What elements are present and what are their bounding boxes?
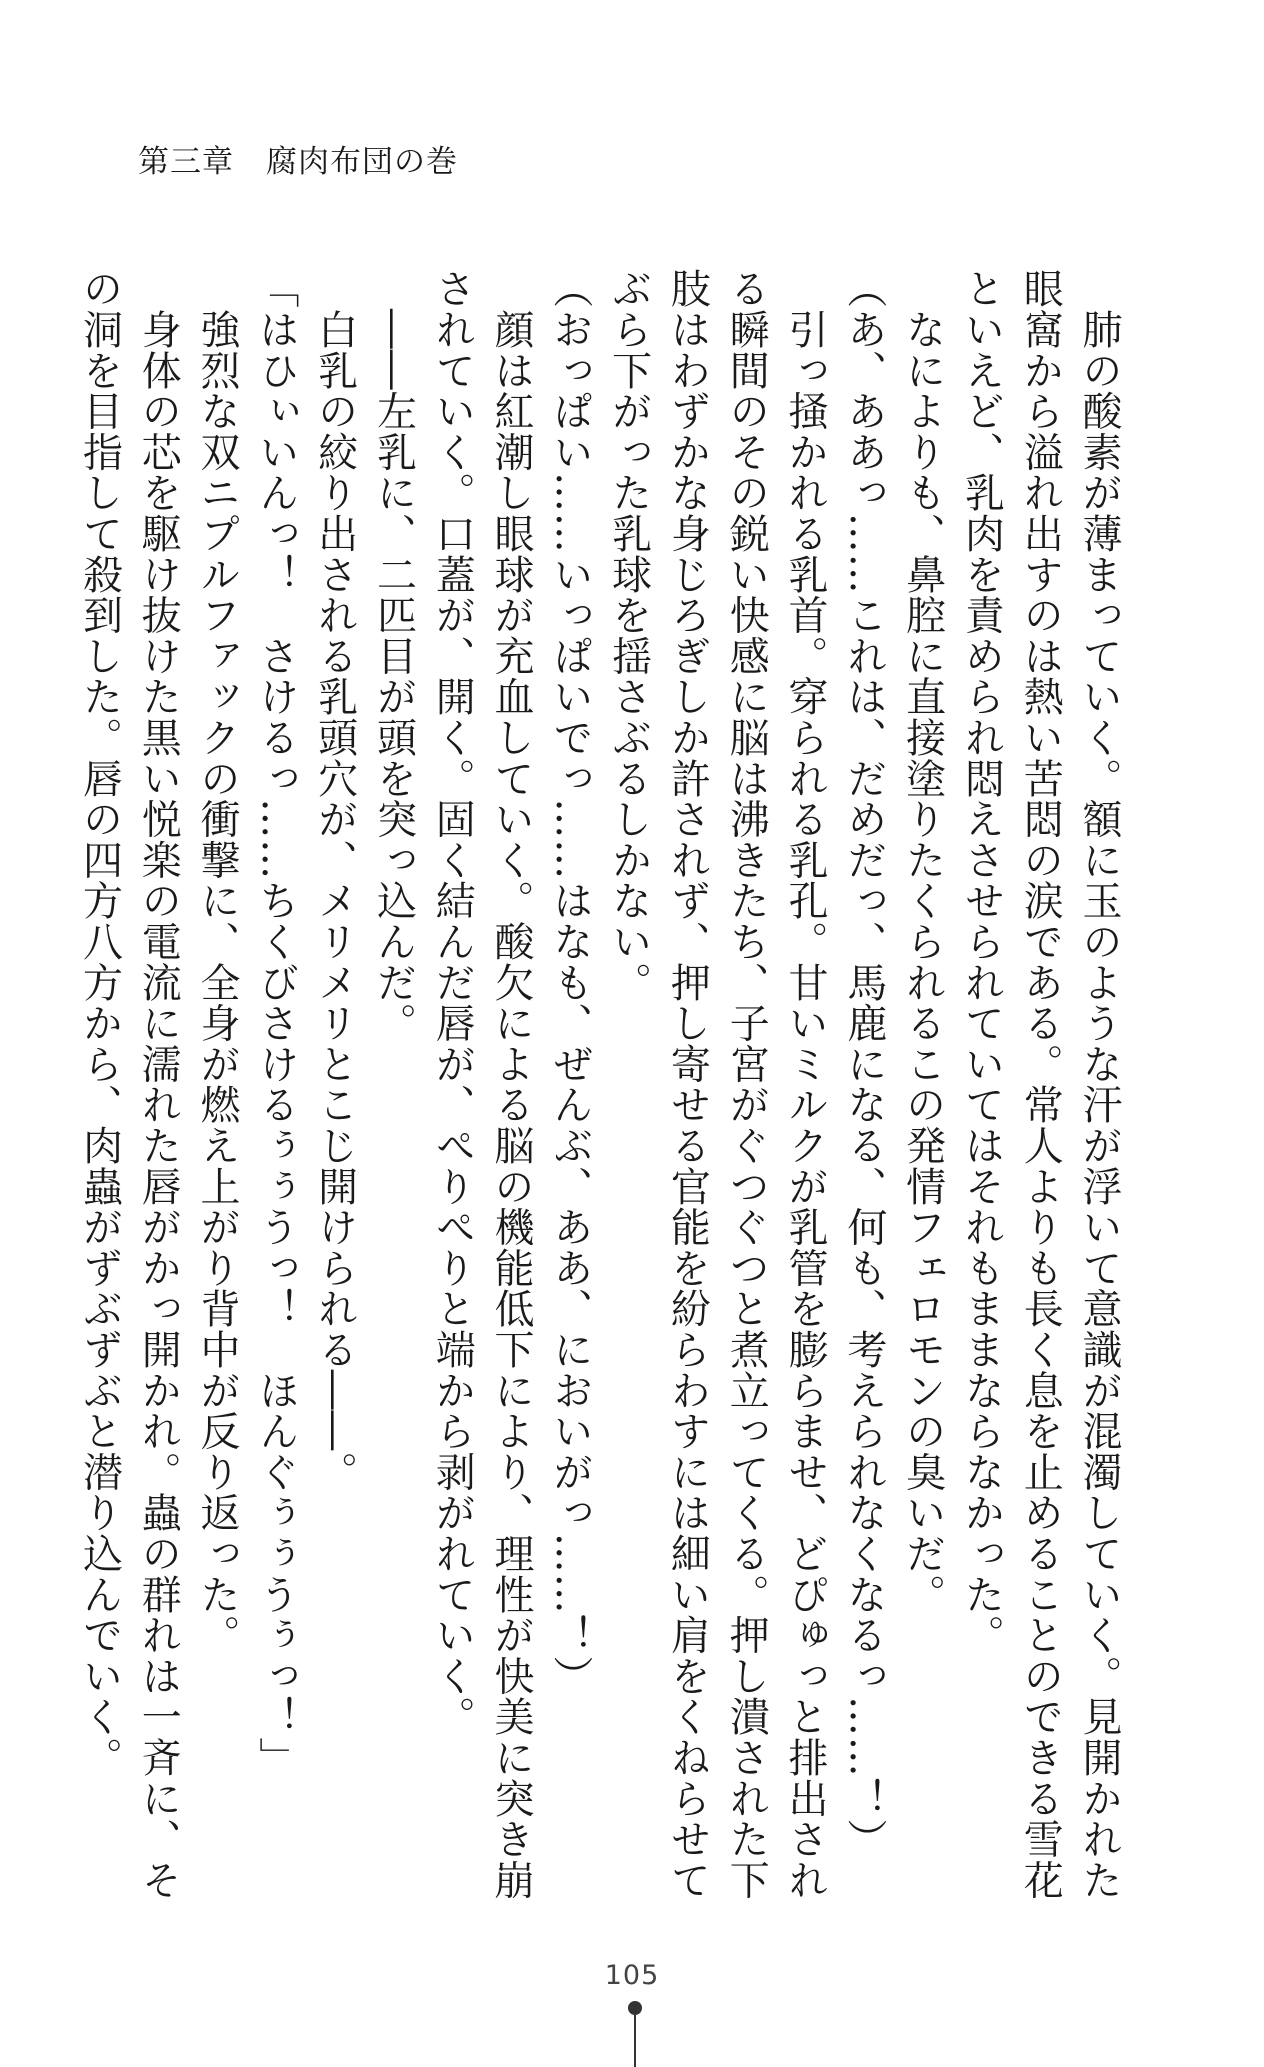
text-line: なによりも、鼻腔に直接塗りたくられるこの発情フェロモンの臭いだ。: [899, 268, 946, 1615]
page-footer: [0, 1960, 1264, 1991]
page-marker-dot: [628, 2001, 642, 2015]
text-line: （おっぱい……いっぱいでっ……はなも、ぜんぶ、ああ、においがっ……！）: [546, 268, 593, 1696]
text-line: 肺の酸素が薄まっていく。額に玉のような汗が浮いて意識が混濁していく。見開かれた: [1076, 268, 1122, 1900]
text-line: の洞を目指して殺到した。唇の四方八方から、肉蟲がずぶずぶと潜り込んでいく。: [76, 268, 123, 1778]
page-number: 105: [604, 1960, 660, 1991]
text-line: されていく。口蓋が、開く。固く結んだ唇が、ぺりぺりと端から剥がれていく。: [429, 268, 476, 1737]
text-line: 白乳の絞り出される乳頭穴が、メリメリとこじ開けられる――。: [311, 268, 358, 1492]
text-line: る瞬間のその鋭い快感に脳は沸きたち、子宮がぐつぐつと煮立ってくる。押し潰された下: [723, 268, 770, 1900]
text-line: 引っ掻かれる乳首。穿られる乳孔。甘いミルクが乳管を膨らませ、どぴゅっと排出され: [782, 268, 829, 1900]
text-line: 身体の芯を駆け抜けた黒い悦楽の電流に濡れた唇がかっ開かれ。蟲の群れは一斉に、そ: [135, 268, 182, 1900]
text-line: 肢はわずかな身じろぎしか許されず、押し寄せる官能を紛らわすには細い肩をくねらせて: [664, 268, 711, 1900]
text-line: ぶら下がった乳球を揺さぶるしかない。: [605, 268, 652, 1003]
running-head: 第三章 腐肉布団の巻: [138, 144, 458, 180]
page-marker-line: [634, 2015, 636, 2067]
text-line: 眼窩から溢れ出すのは熱い苦悶の涙である。常人よりも長く息を止めることのできる雪花: [1017, 268, 1064, 1900]
text-line: （あ、ああっ……これは、だめだっ、馬鹿になる、何も、考えられなくなるっ……！）: [840, 268, 887, 1860]
text-line: 強烈な双ニプルファックの衝撃に、全身が燃え上がり背中が反り返った。: [194, 268, 241, 1656]
text-line: といえど、乳肉を責められ悶えさせられていてはそれもままならなかった。: [958, 268, 1005, 1656]
text-line: 「はひぃいんっ！ さけるっ……ちくびさけるぅぅうっ！ ほんぐぅぅうぅっ！」: [252, 268, 299, 1778]
text-line: 顔は紅潮し眼球が充血していく。酸欠による脳の機能低下により、理性が快美に突き崩: [488, 268, 535, 1900]
body-text: [76, 268, 1128, 1900]
text-line: ――左乳に、二匹目が頭を突っ込んだ。: [370, 268, 417, 1044]
